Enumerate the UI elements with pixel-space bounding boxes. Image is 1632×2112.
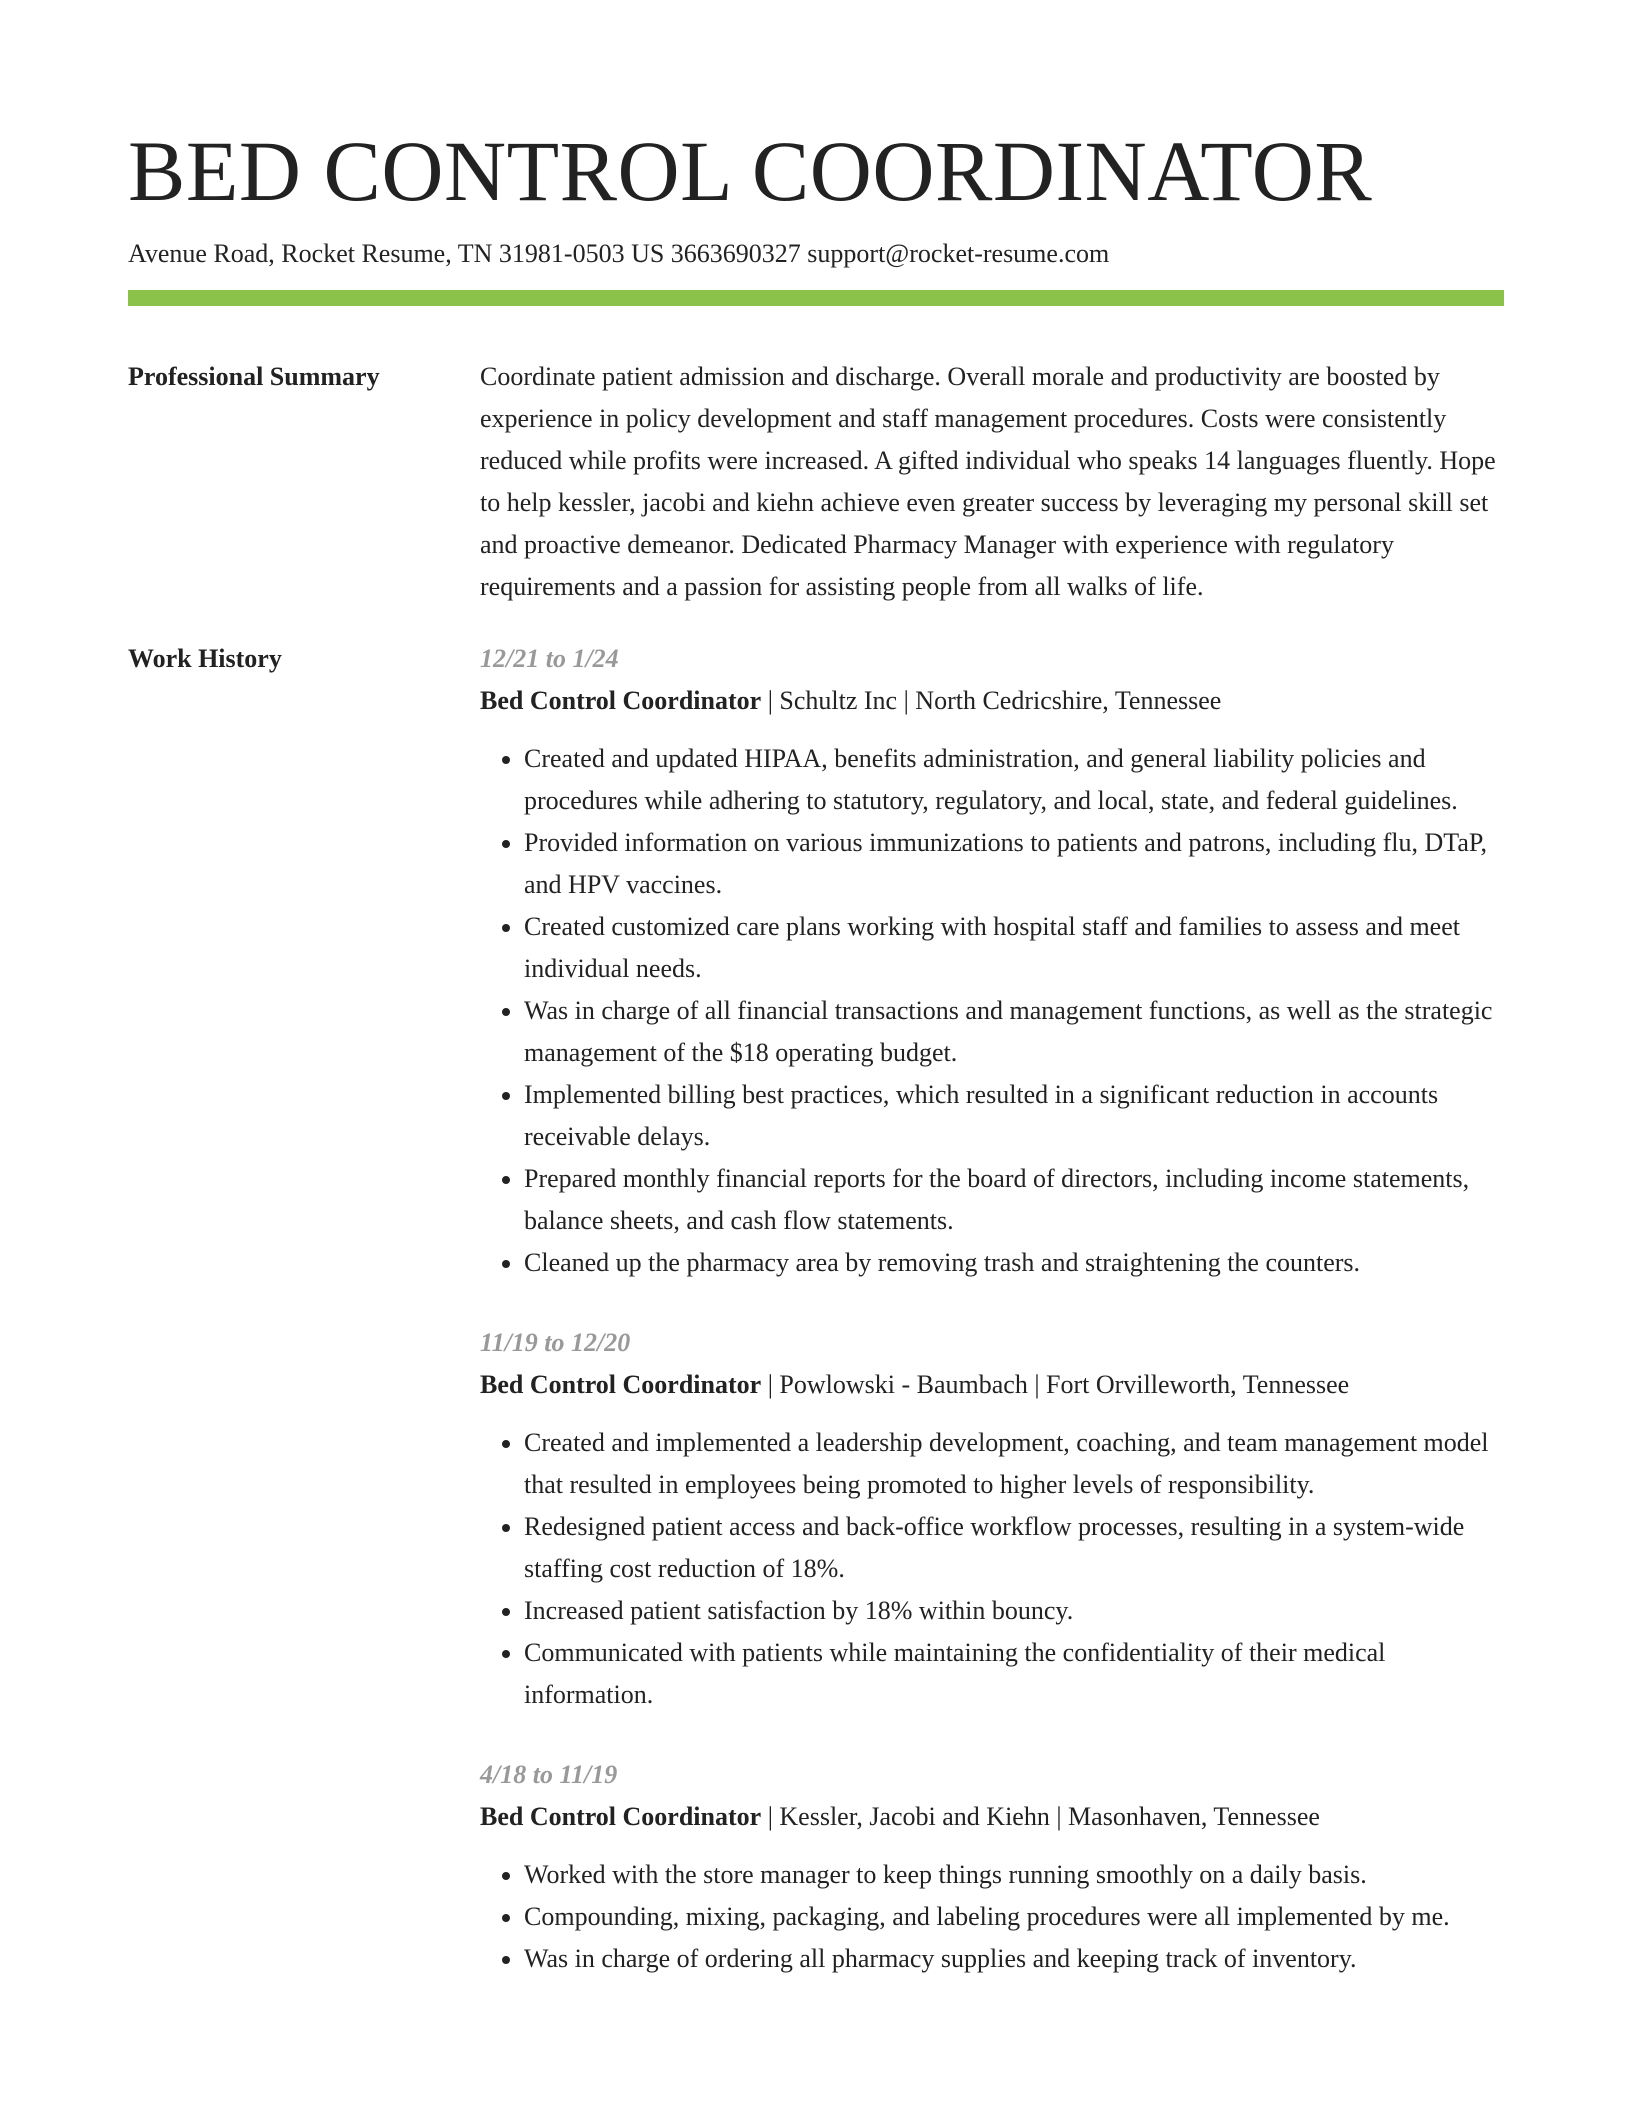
job-heading <box>480 1364 1504 1406</box>
job-bullet: • Cleaned up the pharmacy area by removing trash and straightening the counters. <box>524 1242 1504 1284</box>
accent-divider <box>128 290 1504 306</box>
job-employer-location: | Kessler, Jacobi and Kiehn | Masonhaven, Tennessee <box>761 1802 1320 1831</box>
job-bullet: • Prepared monthly financial reports for the board of directors, including income statements, balance sheets, and cash flow statements. <box>524 1158 1504 1242</box>
job-dates: 4/18 to 11/19 <box>480 1760 618 1789</box>
job-bullet-list <box>480 1422 1504 1716</box>
summary-body <box>480 356 1504 608</box>
job-entry <box>480 638 1504 1284</box>
job-bullet: • Was in charge of ordering all pharmacy supplies and keeping track of inventory. <box>524 1938 1504 1980</box>
job-bullet-list <box>480 738 1504 1284</box>
job-bullet: • Created and updated HIPAA, benefits administration, and general liability policies and procedures while adhering to statutory, regulatory, and local, state, and federal guidelines. <box>524 738 1504 822</box>
work-history-section <box>128 638 1504 2018</box>
resume-page <box>128 118 1504 2018</box>
job-bullet: • Implemented billing best practices, which resulted in a significant reduction in accounts receivable delays. <box>524 1074 1504 1158</box>
job-dates: 11/19 to 12/20 <box>480 1328 631 1357</box>
section-label-summary: Professional Summary <box>128 362 380 391</box>
job-title: Bed Control Coordinator <box>480 686 762 715</box>
job-bullet: • Redesigned patient access and back-office workflow processes, resulting in a system-wide staffing cost reduction of 18%. <box>524 1506 1504 1590</box>
resume-name: BED CONTROL COORDINATOR <box>128 123 1373 219</box>
job-bullet: • Worked with the store manager to keep things running smoothly on a daily basis. <box>524 1854 1504 1896</box>
job-bullet: • Communicated with patients while maintaining the confidentiality of their medical information. <box>524 1632 1504 1716</box>
work-history-body <box>480 638 1504 2018</box>
job-bullet: • Increased patient satisfaction by 18% within bouncy. <box>524 1590 1504 1632</box>
job-heading <box>480 680 1504 722</box>
job-bullet: • Was in charge of all financial transactions and management functions, as well as the strategic management of the $18 operating budget. <box>524 990 1504 1074</box>
job-title: Bed Control Coordinator <box>480 1802 762 1831</box>
job-dates: 12/21 to 1/24 <box>480 644 619 673</box>
job-entry <box>480 1754 1504 1980</box>
job-bullet: • Created and implemented a leadership development, coaching, and team management model that resulted in employees being promoted to higher levels of responsibility. <box>524 1422 1504 1506</box>
job-bullet: • Created customized care plans working with hospital staff and families to assess and meet individual needs. <box>524 906 1504 990</box>
job-bullet: • Compounding, mixing, packaging, and labeling procedures were all implemented by me. <box>524 1896 1504 1938</box>
section-label-work: Work History <box>128 644 282 673</box>
professional-summary-section <box>128 356 1504 608</box>
job-bullet: • Provided information on various immunizations to patients and patrons, including flu, DTaP, and HPV vaccines. <box>524 822 1504 906</box>
job-bullet-list <box>480 1854 1504 1980</box>
job-entry <box>480 1322 1504 1716</box>
job-employer-location: | Schultz Inc | North Cedricshire, Tennessee <box>761 686 1222 715</box>
job-title: Bed Control Coordinator <box>480 1370 762 1399</box>
summary-text: Coordinate patient admission and discharge. Overall morale and productivity are boosted by experience in policy development and staff management procedures. Costs were consistently reduced while profits were increased. A gifted individual who speaks 14 languages fluently. Hope to help kessler, jacobi and kiehn achieve even greater success by leveraging my personal skill set and proactive demeanor. Dedicated Pharmacy Manager with experience with regulatory requirements and a passion for assisting people from all walks of life. <box>480 362 1496 601</box>
contact-line: Avenue Road, Rocket Resume, TN 31981-0503 US 3663690327 support@rocket-resume.com <box>128 239 1110 268</box>
job-employer-location: | Powlowski - Baumbach | Fort Orvilleworth, Tennessee <box>761 1370 1350 1399</box>
job-heading <box>480 1796 1504 1838</box>
